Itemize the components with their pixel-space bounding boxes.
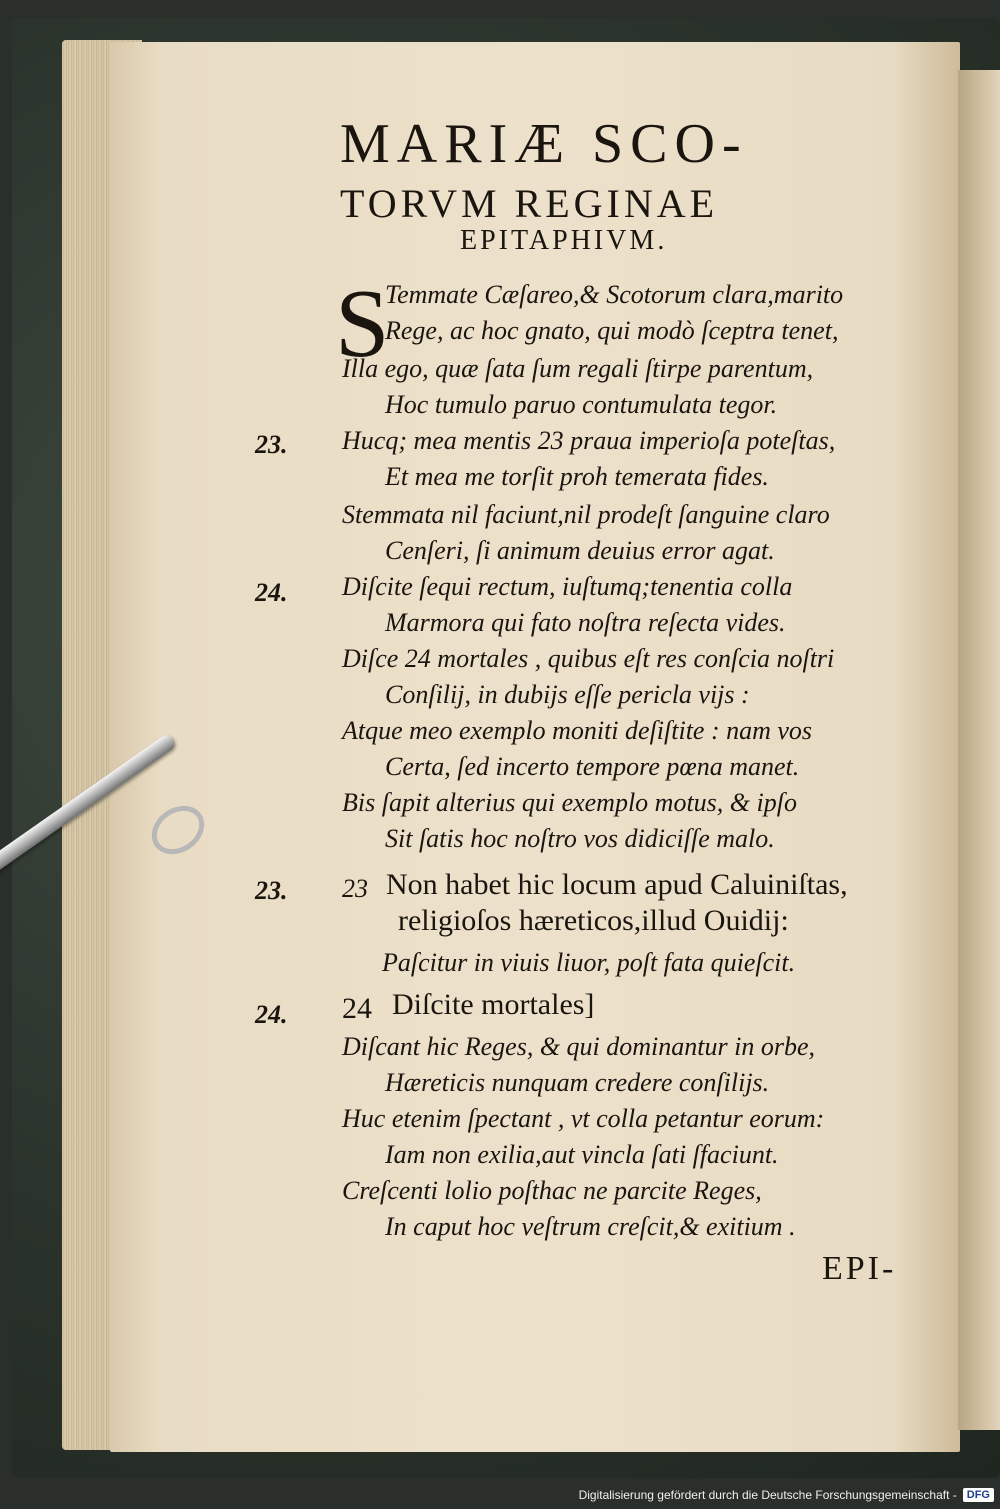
margin-number: 24. [255,1000,288,1029]
note-line: Non habet hic locum apud Caluiniſtas, [386,868,848,901]
note-line: Creſcenti lolio poſthac ne parcite Reges, [342,1176,762,1205]
poem-line: Temmate Cæſareo,& Scotorum clara,marito [385,280,844,309]
note-line: Huc etenim ſpectant , vt colla petantur eorum: [342,1104,825,1133]
digitization-footer [579,1485,994,1505]
poem-line: Atque meo exemplo moniti deſiſtite : nam vos [342,716,813,745]
note-line: In caput hoc veſtrum creſcit,& exitium . [385,1212,796,1241]
poem-line: Certa, ſed incerto tempore pœna manet. [385,752,800,781]
poem-line: Rege, ac hoc gnato, qui modò ſceptra tenet, [385,316,839,345]
drop-cap: S [335,270,390,378]
poem-line: Conſilij, in dubijs eſſe pericla vijs : [385,680,750,709]
poem-line: Sit ſatis hoc noſtro vos didiciſſe malo. [385,824,775,853]
note-ref: 24 [342,992,372,1025]
margin-number: 24. [255,578,288,607]
poem-line: Marmora qui fato noſtra reſecta vides. [385,608,786,637]
note-line: Hæreticis nunquam credere conſilijs. [385,1068,770,1097]
title-line-3: EPITAPHIVM. [460,225,668,256]
catchword: EPI- [822,1250,897,1287]
poem-line: Et mea me torſit proh temerata fides. [385,462,769,491]
title-line-1: MARIÆ SCO- [340,113,748,175]
poem-line: Bis ſapit alterius qui exemplo motus, & ipſo [342,788,797,817]
note-line: Iam non exilia,aut vincla ſati ſfaciunt. [385,1140,779,1169]
note-line: Diſcant hic Reges, & qui dominantur in orbe, [342,1032,816,1061]
margin-number: 23. [255,876,288,905]
margin-number: 23. [255,430,288,459]
poem-line: Hucq; mea mentis 23 praua imperioſa poteſtas, [342,426,836,455]
note-line: religioſos hæreticos,illud Ouidij: [398,904,789,937]
note-heading: Diſcite mortales] [392,988,595,1021]
note-ref: 23 [342,874,368,903]
poem-line: Illa ego, quæ ſata ſum regali ſtirpe parentum, [342,354,814,383]
footer-text: Digitalisierung gefördert durch die Deutsche Forschungsgemeinschaft - [578,1488,957,1502]
poem-line: Stemmata nil faciunt,nil prodeſt ſanguine claro [342,500,830,529]
poem-line: Diſcite ſequi rectum, iuſtumq;tenentia colla [342,572,793,601]
poem-line: Hoc tumulo paruo contumulata tegor. [385,390,778,419]
title-line-2: TORVM REGINAE [340,181,719,226]
note-quote: Paſcitur in viuis liuor, poſt fata quieſcit. [382,948,796,977]
poem-line: Cenſeri, ſi animum deuius error agat. [385,536,775,565]
poem-line: Diſce 24 mortales , quibus eſt res conſcia noſtri [342,644,835,673]
facing-page-edge [958,70,1000,1430]
dfg-logo: DFG [963,1488,994,1502]
